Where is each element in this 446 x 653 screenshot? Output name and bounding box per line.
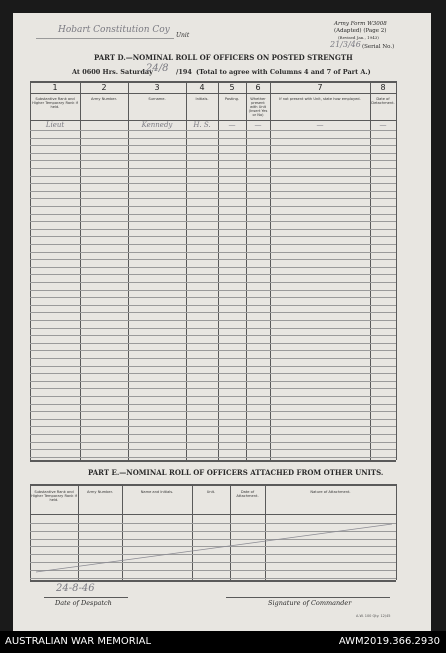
despatch-date-handwritten: 24-8-46 <box>56 583 95 594</box>
column-number: 6 <box>255 83 261 92</box>
part-e-column-header: Substantive Rank and Higher Temporary Rank if held. <box>31 490 77 502</box>
unit-label: Unit <box>176 32 190 39</box>
row1-cell: H. S. <box>193 121 211 129</box>
footer-left: AUSTRALIAN WAR MEMORIAL <box>5 636 152 647</box>
serial-handwritten: 21/3/46 <box>330 40 361 49</box>
column-header: Date of Detachment. <box>371 97 395 105</box>
part-d-date-year: /194 <box>176 68 192 76</box>
part-d-date-handwritten: 24/8 <box>146 63 169 74</box>
part-e-column-header: Date of Attachment. <box>236 490 259 498</box>
form-id-line2: (Adapted) (Page 2) <box>334 28 387 34</box>
footer-right: AWM2019.366.2930 <box>338 636 440 647</box>
row1-cell: — <box>228 121 236 129</box>
column-header: Surname. <box>148 97 166 101</box>
part-e-title: PART E.—NOMINAL ROLL OF OFFICERS ATTACHED FROM OTHER UNITS. <box>88 468 384 477</box>
column-number: 2 <box>101 83 107 92</box>
part-d-title: PART D.—NOMINAL ROLL OF OFFICERS ON POSTED STRENGTH <box>94 53 353 62</box>
column-header: Army Number. <box>91 97 117 101</box>
row1-cell: Lieut <box>45 121 65 129</box>
unit-handwritten: Hobart Constitution Coy <box>58 25 170 35</box>
form-id-line1: Army Form W3008 <box>334 21 387 27</box>
row1-cell: — <box>254 121 262 129</box>
signature-line <box>226 597 390 598</box>
part-e-column-header: Unit. <box>206 490 216 494</box>
column-number: 3 <box>154 83 160 92</box>
column-header: If not present with Unit, state how employed. <box>279 97 361 101</box>
row1-cell: — <box>379 121 387 129</box>
column-number: 8 <box>380 83 386 92</box>
despatch-label: Date of Despatch <box>55 599 112 607</box>
column-header: Substantive Rank and Higher Temporary Rank if held. <box>32 97 78 109</box>
part-d-date-suffix: (Total to agree with Columns 4 and 7 of Part A.) <box>196 68 371 76</box>
column-number: 4 <box>199 83 205 92</box>
row1-cell: — <box>316 121 324 129</box>
column-header: Whether present with Unit (Insert Yes or No) <box>248 97 268 117</box>
column-header: Posting. <box>224 97 240 101</box>
signature-label: Signature of Commander <box>268 599 352 607</box>
row1-cell: Kennedy <box>141 121 173 129</box>
despatch-line <box>44 597 128 598</box>
serial-label: (Serial No.) <box>362 44 395 50</box>
part-e-column-header: Name and Initials. <box>140 490 174 494</box>
form-id-line3: (Revised Jan., 1943) <box>338 35 379 40</box>
column-number: 5 <box>229 83 235 92</box>
column-header: Initials. <box>195 97 209 101</box>
part-e-column-header: Army Number. <box>87 490 113 494</box>
part-d-date-prefix: At 0600 Hrs. Saturday <box>72 68 153 76</box>
print-mark: A.W. 100 Qty. 12/45 <box>356 614 391 618</box>
footer-bar <box>0 631 446 653</box>
column-number: 1 <box>52 83 58 92</box>
column-number: 7 <box>317 83 323 92</box>
part-e-column-header: Nature of Attachment. <box>310 490 351 494</box>
